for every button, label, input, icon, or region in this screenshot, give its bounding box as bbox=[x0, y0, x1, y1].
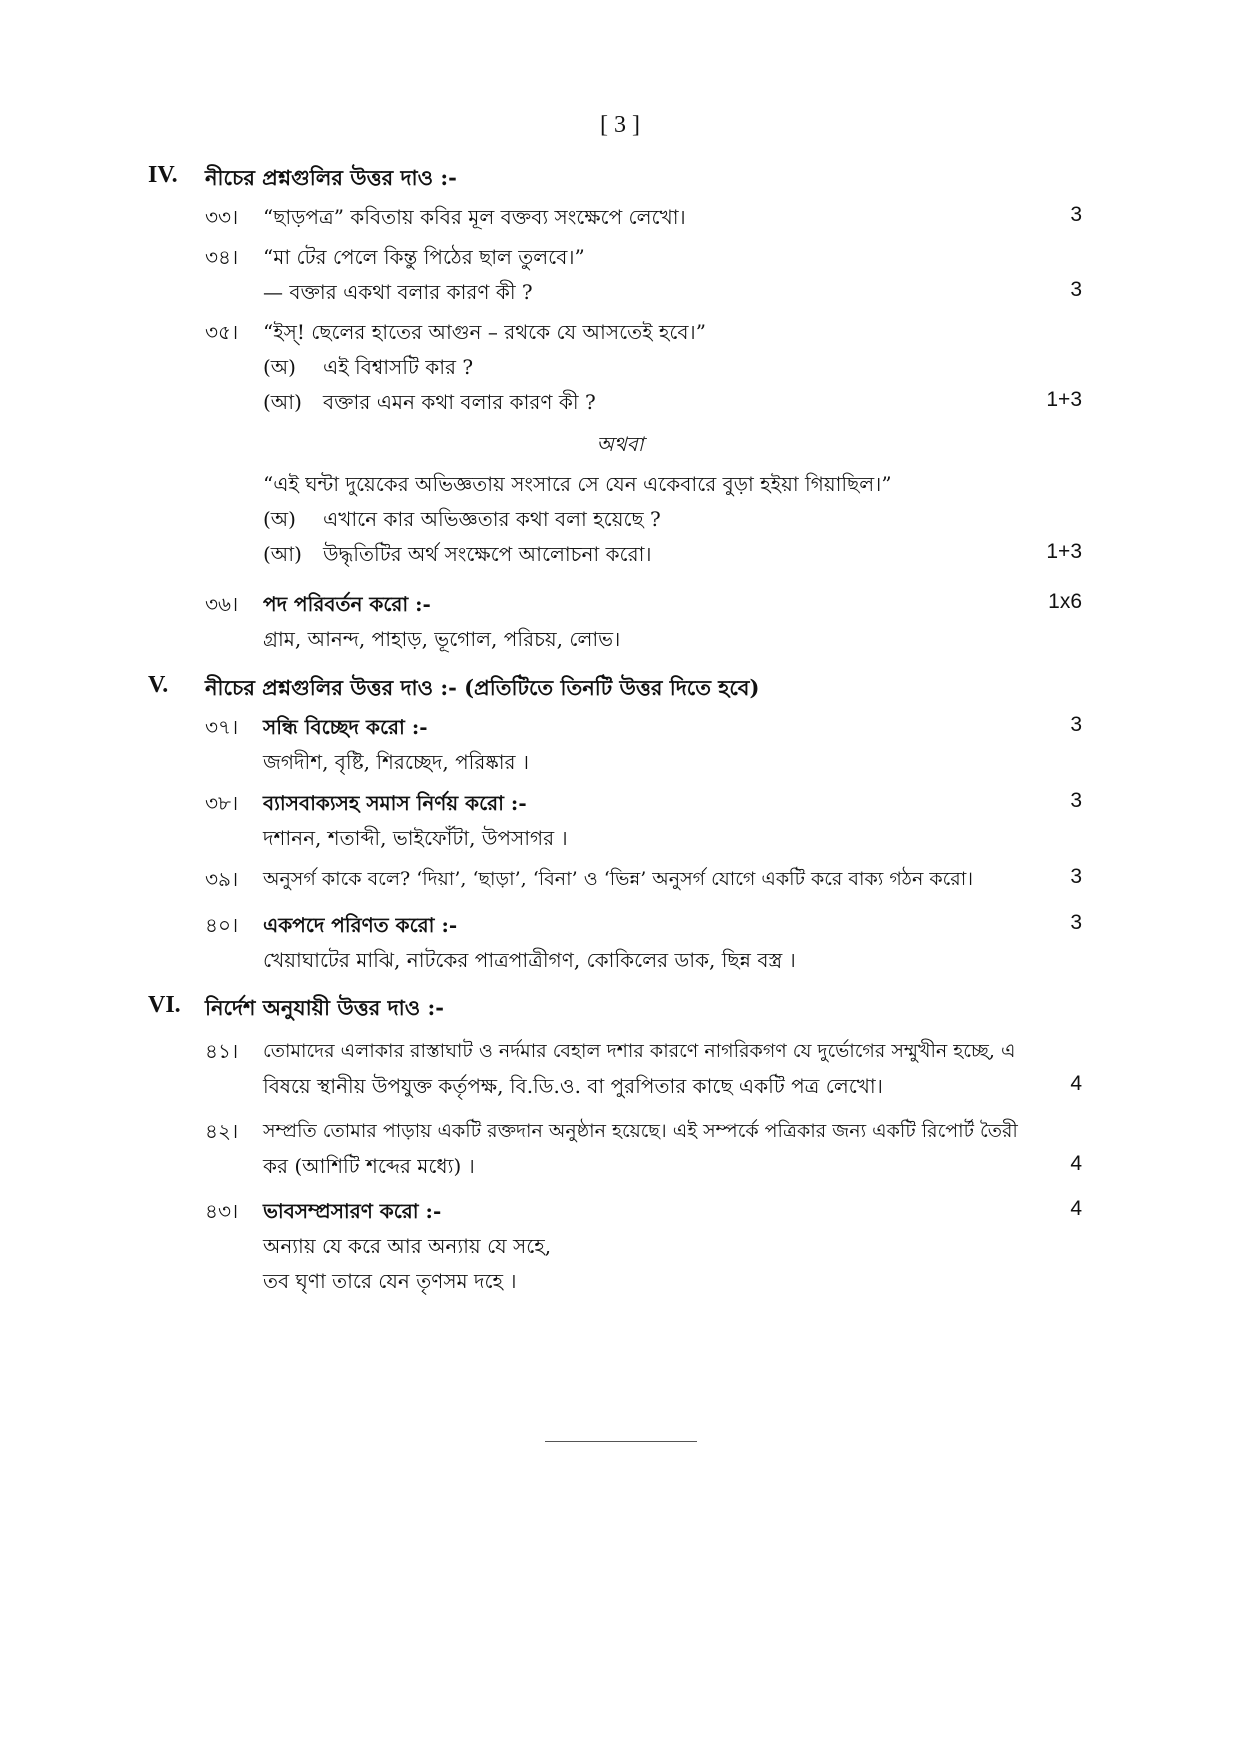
q42-line1: সম্প্রতি তোমার পাড়ায় একটি রক্তদান অনুষ্ঠান হয়েছে। এই সম্পর্কে পত্রিকার জন্য একটি রিপোর্ট তৈরী bbox=[263, 1120, 1018, 1142]
section-iv-numeral: IV. bbox=[148, 162, 178, 188]
q42-marks: 4 bbox=[1070, 1152, 1082, 1175]
q37-words: জগদীশ, বৃষ্টি, শিরচ্ছেদ, পরিষ্কার । bbox=[263, 750, 530, 774]
q33-number: ৩৩। bbox=[205, 205, 239, 229]
q38-words: দশানন, শতাব্দী, ভাইফোঁটা, উপসাগর । bbox=[263, 826, 568, 850]
q37-number: ৩৭। bbox=[205, 715, 239, 739]
q43-marks: 4 bbox=[1070, 1197, 1082, 1220]
q35-alt-part-a bbox=[263, 505, 661, 538]
q35-part-b bbox=[263, 388, 596, 421]
q35-quote: “ইস্! ছেলের হাতের আগুন – রথকে যে আসতেই হবে।” bbox=[263, 320, 706, 344]
q35-part-b-text: বক্তার এমন কথা বলার কারণ কী ? bbox=[323, 390, 596, 414]
q41-number: ৪১। bbox=[205, 1039, 239, 1063]
q33-marks: 3 bbox=[1070, 203, 1082, 226]
q40-title: একপদে পরিণত করো :- bbox=[263, 913, 458, 937]
q34-question: — বক্তার একথা বলার কারণ কী ? bbox=[263, 280, 533, 304]
section-v-numeral: V. bbox=[148, 672, 169, 698]
page-number: [ 3 ] bbox=[600, 112, 640, 138]
q35-alt-part-b-label: (আ) bbox=[263, 542, 302, 566]
q33-text: “ছাড়পত্র” কবিতায় কবির মূল বক্তব্য সংক্ষেপে লেখো। bbox=[263, 205, 686, 229]
q41-line2: বিষয়ে স্থানীয় উপযুক্ত কর্তৃপক্ষ, বি.ডি.ও. বা পুরপিতার কাছে একটি পত্র লেখো। bbox=[263, 1074, 883, 1098]
q35-part-b-label: (আ) bbox=[263, 390, 302, 414]
q35-alt-marks: 1+3 bbox=[1046, 540, 1082, 563]
q41-marks: 4 bbox=[1070, 1072, 1082, 1095]
q39-text: অনুসর্গ কাকে বলে? ‘দিয়া’, ‘ছাড়া’, ‘বিনা’ ও ‘ভিন্ন’ অনুসর্গ যোগে একটি করে বাক্য গঠন করো। bbox=[263, 868, 974, 890]
end-rule bbox=[545, 1441, 697, 1442]
q43-number: ৪৩। bbox=[205, 1199, 239, 1223]
q40-marks: 3 bbox=[1070, 911, 1082, 934]
q36-number: ৩৬। bbox=[205, 592, 239, 616]
q43-poem-line2: তব ঘৃণা তারে যেন তৃণসম দহে । bbox=[263, 1269, 517, 1293]
q35-alt-part-b-text: উদ্ধৃতিটির অর্থ সংক্ষেপে আলোচনা করো। bbox=[323, 542, 652, 566]
q41-line1: তোমাদের এলাকার রাস্তাঘাট ও নর্দমার বেহাল দশার কারণে নাগরিকগণ যে দুর্ভোগের সম্মুখীন হচ্ছে, এ bbox=[263, 1040, 1016, 1062]
q39-marks: 3 bbox=[1070, 865, 1082, 888]
q35-alt-part-b bbox=[263, 540, 652, 573]
q40-number: ৪০। bbox=[205, 913, 239, 937]
q38-marks: 3 bbox=[1070, 789, 1082, 812]
q35-part-a-label: (অ) bbox=[263, 355, 296, 379]
or-separator: অথবা bbox=[596, 432, 644, 456]
q35-part-a bbox=[263, 353, 473, 386]
q35-alt-quote: “এই ঘন্টা দুয়েকের অভিজ্ঞতায় সংসারে সে যেন একেবারে বুড়া হইয়া গিয়াছিল।” bbox=[263, 472, 892, 496]
q35-alt-part-a-text: এখানে কার অভিজ্ঞতার কথা বলা হয়েছে ? bbox=[323, 507, 661, 531]
section-iv-heading: নীচের প্রশ্নগুলির উত্তর দাও :- bbox=[205, 165, 457, 190]
q43-title: ভাবসম্প্রসারণ করো :- bbox=[263, 1199, 442, 1223]
q39-number: ৩৯। bbox=[205, 867, 239, 891]
q43-poem-line1: অন্যায় যে করে আর অন্যায় যে সহে, bbox=[263, 1234, 552, 1258]
q34-marks: 3 bbox=[1070, 278, 1082, 301]
q38-number: ৩৮। bbox=[205, 791, 239, 815]
section-v-heading: নীচের প্রশ্নগুলির উত্তর দাও :- (প্রতিটিতে তিনটি উত্তর দিতে হবে) bbox=[205, 675, 760, 700]
q35-number: ৩৫। bbox=[205, 320, 239, 344]
section-vi-numeral: VI. bbox=[148, 992, 181, 1018]
q35-marks: 1+3 bbox=[1046, 388, 1082, 411]
q38-title: ব্যাসবাক্যসহ সমাস নির্ণয় করো :- bbox=[263, 791, 527, 815]
q36-title: পদ পরিবর্তন করো :- bbox=[263, 592, 431, 616]
q35-alt-part-a-label: (অ) bbox=[263, 507, 296, 531]
q37-marks: 3 bbox=[1070, 713, 1082, 736]
q36-words: গ্রাম, আনন্দ, পাহাড়, ভূগোল, পরিচয়, লোভ। bbox=[263, 627, 621, 651]
q36-marks: 1x6 bbox=[1048, 590, 1082, 613]
q35-part-a-text: এই বিশ্বাসটি কার ? bbox=[323, 355, 474, 379]
section-vi-heading: নির্দেশ অনুযায়ী উত্তর দাও :- bbox=[205, 995, 444, 1020]
q40-words: খেয়াঘাটের মাঝি, নাটকের পাত্রপাত্রীগণ, কোকিলের ডাক, ছিন্ন বস্ত্র । bbox=[263, 948, 796, 972]
q34-number: ৩৪। bbox=[205, 245, 239, 269]
q42-line2: কর (আশিটি শব্দের মধ্যে) । bbox=[263, 1154, 475, 1178]
q42-number: ৪২। bbox=[205, 1119, 239, 1143]
q34-quote: “মা টের পেলে কিন্তু পিঠের ছাল তুলবে।” bbox=[263, 245, 585, 269]
q37-title: সন্ধি বিচ্ছেদ করো :- bbox=[263, 715, 428, 739]
